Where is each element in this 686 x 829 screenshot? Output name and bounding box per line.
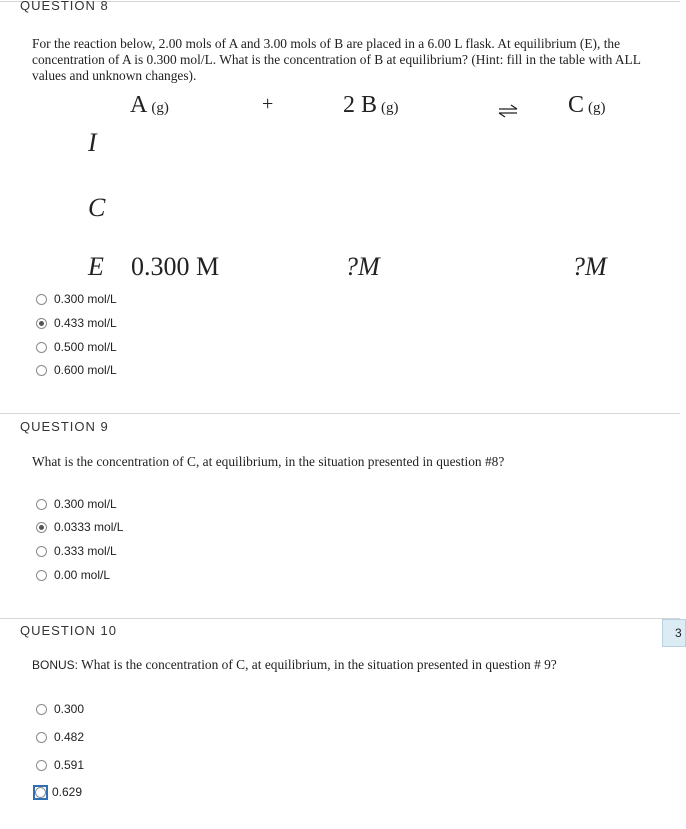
option-label: 0.500 mol/L: [54, 340, 117, 354]
question-9-divider: [0, 413, 680, 414]
reaction-plus: +: [262, 93, 274, 115]
option-label: 0.591: [54, 758, 85, 772]
q8-option-1[interactable]: [36, 291, 117, 307]
radio-button[interactable]: [35, 787, 46, 798]
bonus-label: BONUS:: [32, 658, 79, 672]
ice-equilibrium-a: 0.300 M: [131, 252, 220, 281]
option-label: 0.300 mol/L: [54, 292, 117, 306]
question-8-title: QUESTION 8: [20, 0, 109, 13]
radio-button[interactable]: [36, 546, 47, 557]
q10-option-3[interactable]: [36, 757, 84, 773]
q10-option-1[interactable]: [36, 701, 84, 717]
option-label: 0.00 mol/L: [54, 568, 111, 582]
q8-option-3[interactable]: [36, 339, 117, 355]
radio-button[interactable]: [36, 499, 47, 510]
radio-button[interactable]: [36, 760, 47, 771]
question-10-title: QUESTION 10: [20, 623, 117, 638]
reaction-species-b: 2 B (g): [343, 92, 399, 118]
radio-button[interactable]: [36, 704, 47, 715]
option-label: 0.333 mol/L: [54, 544, 117, 558]
ice-equilibrium-c: ?M: [572, 252, 607, 281]
option-label: 0.300: [54, 702, 85, 716]
q8-option-4[interactable]: [36, 362, 117, 378]
radio-button[interactable]: [36, 342, 47, 353]
reaction-species-c: C (g): [568, 92, 606, 118]
ice-equilibrium-b: ?M: [345, 252, 380, 281]
q8-option-2[interactable]: [36, 315, 117, 331]
radio-button-selected[interactable]: [36, 318, 47, 329]
equilibrium-arrow-icon: [497, 103, 519, 119]
radio-focus-ring[interactable]: [33, 785, 48, 800]
q9-option-3[interactable]: [36, 543, 117, 559]
option-label: 0.629: [52, 785, 83, 799]
question-10-divider: [0, 618, 680, 619]
option-label: 0.0333 mol/L: [54, 520, 124, 534]
question-9-title: QUESTION 9: [20, 419, 109, 434]
option-label: 0.482: [54, 730, 85, 744]
option-label: 0.600 mol/L: [54, 363, 117, 377]
q9-option-4[interactable]: [36, 567, 110, 583]
ice-row-initial: I: [88, 128, 97, 157]
radio-button[interactable]: [36, 570, 47, 581]
side-tab[interactable]: 3: [662, 619, 686, 647]
ice-row-change: C: [88, 193, 106, 222]
q10-option-4[interactable]: [36, 784, 82, 800]
q10-option-2[interactable]: [36, 729, 84, 745]
q9-option-2[interactable]: [36, 519, 123, 535]
question-8-text: For the reaction below, 2.00 mols of A and 3.00 mols of B are placed in a 6.00 L flask. At equilibrium (E), the concentration of A is 0.300 mol/L. What is the concentration of B at equilibrium? (Hint: fill in the table with ALL values and unknown changes).: [32, 36, 641, 83]
radio-button[interactable]: [36, 732, 47, 743]
reaction-species-a: A (g): [130, 92, 169, 118]
option-label: 0.300 mol/L: [54, 497, 117, 511]
question-10-text: [32, 657, 672, 673]
question-10-body: What is the concentration of C, at equilibrium, in the situation presented in question # 9?: [81, 657, 557, 672]
radio-button[interactable]: [36, 294, 47, 305]
radio-button-selected[interactable]: [36, 522, 47, 533]
option-label: 0.433 mol/L: [54, 316, 117, 330]
ice-row-equilibrium: E: [88, 252, 104, 281]
radio-button[interactable]: [36, 365, 47, 376]
question-9-text: What is the concentration of C, at equilibrium, in the situation presented in question #8?: [32, 454, 505, 469]
q9-option-1[interactable]: [36, 496, 117, 512]
